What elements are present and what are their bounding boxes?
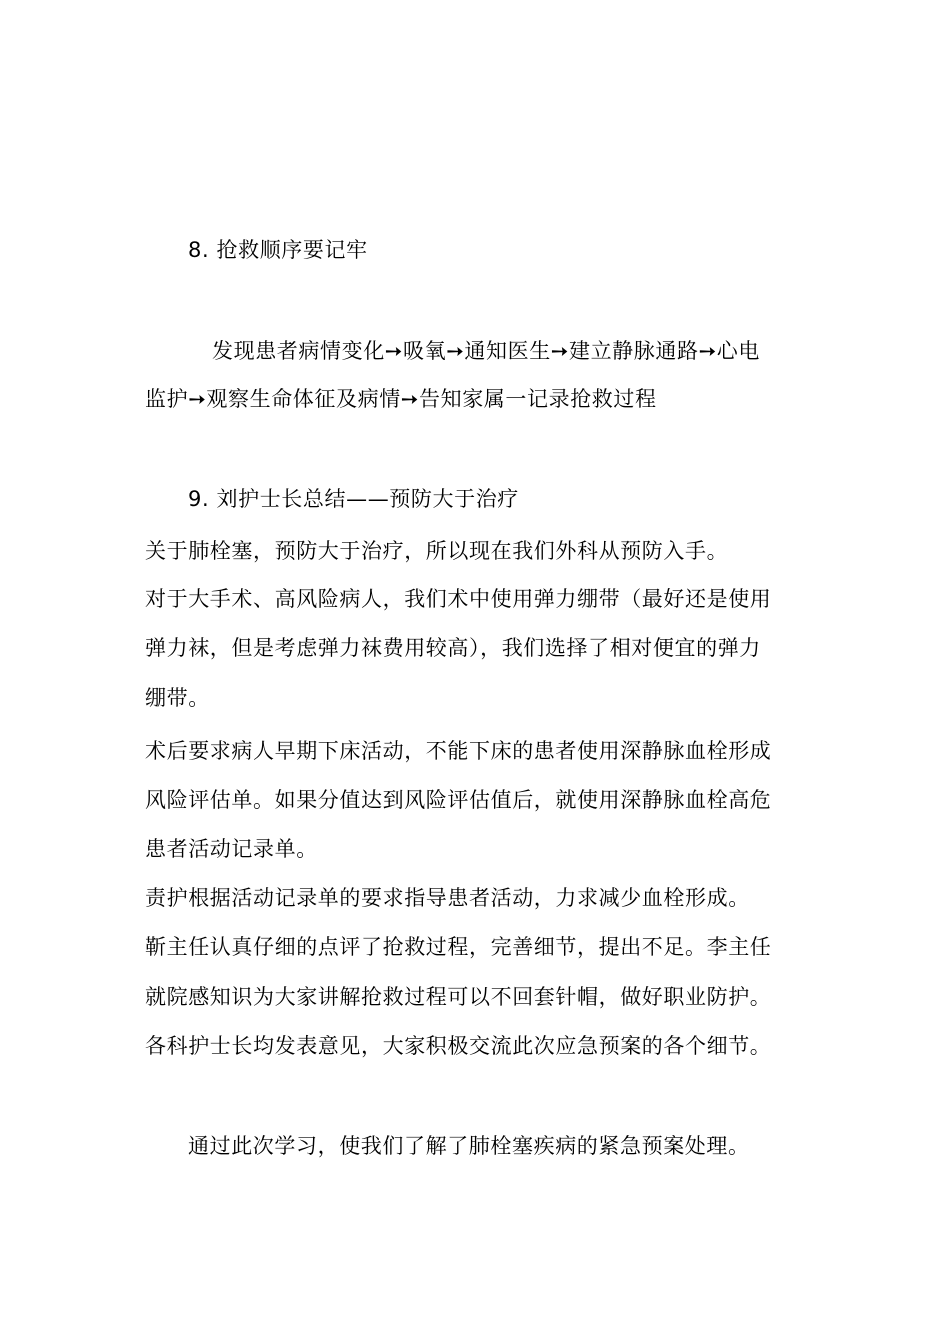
summary-paragraph-line: 风险评估单。如果分值达到风险评估值后，就使用深静脉血栓高危: [145, 788, 772, 812]
summary-paragraph-line: 术后要求病人早期下床活动，不能下床的患者使用深静脉血栓形成: [145, 739, 772, 763]
summary-paragraph-line: 弹力袜，但是考虑弹力袜费用较高），我们选择了相对便宜的弹力: [145, 636, 761, 660]
section-8-heading: 8. 抢救顺序要记牢: [188, 238, 368, 262]
summary-paragraph-line: 关于肺栓塞，预防大于治疗，所以现在我们外科从预防入手。: [145, 539, 729, 563]
closing-sentence: 通过此次学习，使我们了解了肺栓塞疾病的紧急预案处理。: [188, 1134, 750, 1158]
summary-paragraph-line: 各科护士长均发表意见，大家积极交流此次应急预案的各个细节。: [145, 1034, 772, 1058]
section-9-heading: 9. 刘护士长总结——预防大于治疗: [188, 487, 519, 511]
rescue-sequence-line-2: 监护➙观察生命体征及病情➙告知家属一记录抢救过程: [145, 387, 657, 411]
summary-paragraph-line: 绷带。: [145, 686, 210, 710]
rescue-sequence-line-1: 发现患者病情变化➙吸氧➙通知医生➙建立静脉通路➙心电: [212, 339, 760, 363]
summary-paragraph-line: 就院感知识为大家讲解抢救过程可以不回套针帽，做好职业防护。: [145, 985, 772, 1009]
summary-paragraph-line: 患者活动记录单。: [145, 837, 318, 861]
summary-paragraph-line: 对于大手术、高风险病人，我们术中使用弹力绷带（最好还是使用: [145, 587, 772, 611]
summary-paragraph-line: 靳主任认真仔细的点评了抢救过程，完善细节，提出不足。李主任: [145, 935, 772, 959]
summary-paragraph-line: 责护根据活动记录单的要求指导患者活动，力求减少血栓形成。: [145, 886, 750, 910]
